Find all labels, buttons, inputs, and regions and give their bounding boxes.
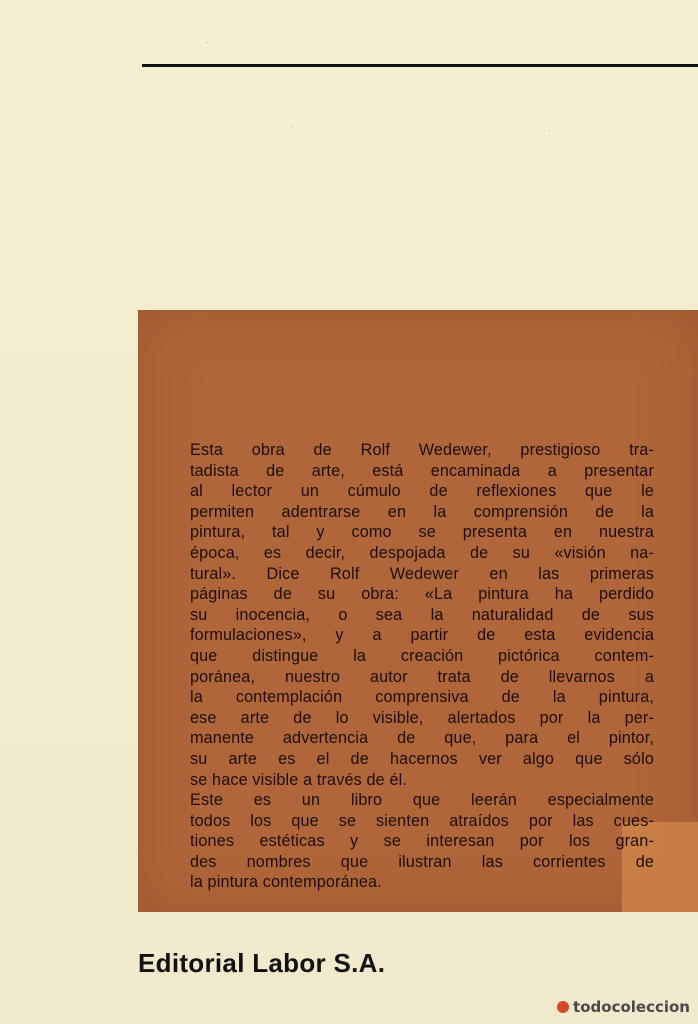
- blurb-line: poránea, nuestro autor trata de llevarnos a: [190, 667, 654, 686]
- watermark-logo-icon: [557, 1001, 569, 1013]
- publisher-name: Editorial Labor S.A.: [138, 948, 386, 978]
- blurb-line: Esta obra de Rolf Wedewer, prestigioso tra-: [190, 441, 654, 459]
- watermark: [557, 998, 690, 1016]
- blurb-line: la contemplación comprensiva de la pintura,: [190, 688, 654, 707]
- blurb-line: se hace visible a través de él.: [190, 770, 408, 789]
- blurb-line: Este es un libro que leerán especialmente: [190, 791, 654, 810]
- blurb-line: ese arte de lo visible, alertados por la per-: [190, 708, 654, 727]
- blurb-line: que distingue la creación pictórica contem-: [190, 646, 654, 665]
- paper-speck: ⋅: [548, 126, 552, 137]
- blurb-line: al lector un cúmulo de reflexiones que le: [190, 482, 654, 501]
- top-rule: [142, 64, 698, 67]
- blurb-line: páginas de su obra: «La pintura ha perdido: [190, 585, 654, 604]
- blurb-line: época, es decir, despojada de su «visión na-: [190, 543, 654, 562]
- watermark-text: todocoleccion: [573, 998, 690, 1016]
- blurb-line: tural». Dice Rolf Wedewer en las primeras: [190, 564, 654, 583]
- blurb-line: tiones estéticas y se interesan por los gran-: [190, 832, 654, 851]
- blurb-line: pintura, tal y como se presenta en nuestra: [190, 523, 654, 542]
- paper-speck: ⋅: [290, 122, 294, 133]
- blurb-line: su inocencia, o sea la naturalidad de sus: [190, 605, 654, 624]
- blurb-line: des nombres que ilustran las corrientes de: [190, 852, 654, 871]
- blurb-line: la pintura contemporánea.: [190, 873, 382, 892]
- blurb-line: su arte es el de hacernos ver algo que sólo: [190, 749, 654, 768]
- blurb-line: permiten adentrarse en la comprensión de la: [190, 502, 654, 521]
- paper-speck: ⋅: [206, 38, 210, 49]
- blurb-line: manente advertencia de que, para el pintor,: [190, 729, 654, 748]
- blurb-line: tadista de arte, está encaminada a presentar: [190, 461, 654, 480]
- blurb-line: formulaciones», y a partir de esta evidencia: [190, 626, 654, 645]
- blurb-line: todos los que se sienten atraídos por las cues-: [190, 811, 654, 830]
- blurb-text: [190, 440, 654, 893]
